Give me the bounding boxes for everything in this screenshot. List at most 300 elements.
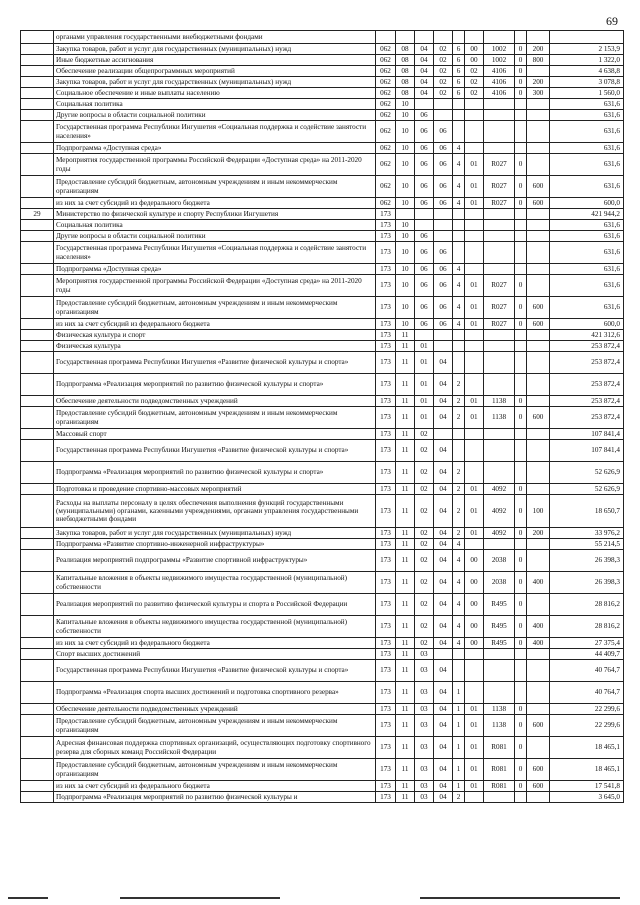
table-row [21, 759, 624, 781]
ministry-code-cell: 173 [376, 374, 396, 396]
expense-kind-code-cell [527, 31, 550, 44]
row-number-cell [21, 143, 54, 154]
row-number-cell [21, 88, 54, 99]
expense-kind-code-cell: 600 [527, 176, 550, 198]
amount-cell: 28 816,2 [550, 616, 624, 638]
expense-subcode-cell [515, 220, 527, 231]
subsection-code-cell [415, 31, 434, 44]
direction-code-cell: 01 [465, 781, 484, 792]
expense-kind-code-cell: 200 [527, 44, 550, 55]
ministry-code-cell: 173 [376, 649, 396, 660]
program-code-cell: 04 [434, 407, 453, 429]
expense-code-cell: R081 [484, 759, 515, 781]
amount-cell: 600,0 [550, 319, 624, 330]
table-row [21, 407, 624, 429]
subsection-code-cell: 01 [415, 374, 434, 396]
subsection-code-cell: 03 [415, 649, 434, 660]
table-row [21, 55, 624, 66]
subprogram-code-cell [453, 99, 465, 110]
expense-code-cell: R027 [484, 275, 515, 297]
table-row [21, 275, 624, 297]
section-code-cell: 11 [396, 539, 415, 550]
expense-kind-code-cell [527, 737, 550, 759]
row-number-cell [21, 110, 54, 121]
row-number-cell [21, 660, 54, 682]
subprogram-code-cell: 4 [453, 154, 465, 176]
row-number-cell: 29 [21, 209, 54, 220]
expense-name-cell: Капитальные вложения в объекты недвижимого имущества государственной (муниципальной) собственности [54, 616, 376, 638]
table-row [21, 264, 624, 275]
amount-cell: 22 299,6 [550, 704, 624, 715]
row-number-cell [21, 99, 54, 110]
expense-name-cell: Подпрограмма «Развитие спортивно-инженерной инфраструктуры» [54, 539, 376, 550]
subprogram-code-cell: 4 [453, 616, 465, 638]
expense-subcode-cell [515, 539, 527, 550]
direction-code-cell: 01 [465, 528, 484, 539]
subsection-code-cell: 06 [415, 198, 434, 209]
program-code-cell: 06 [434, 143, 453, 154]
expense-kind-code-cell [527, 660, 550, 682]
expense-name-cell: Обеспечение деятельности подведомственных учреждений [54, 396, 376, 407]
subsection-code-cell: 06 [415, 110, 434, 121]
section-code-cell: 11 [396, 484, 415, 495]
expense-code-cell [484, 264, 515, 275]
ministry-code-cell: 173 [376, 528, 396, 539]
subsection-code-cell: 04 [415, 88, 434, 99]
subsection-code-cell: 04 [415, 77, 434, 88]
expense-code-cell [484, 242, 515, 264]
row-number-cell [21, 396, 54, 407]
expense-kind-code-cell: 800 [527, 55, 550, 66]
ministry-code-cell: 173 [376, 209, 396, 220]
amount-cell: 631,6 [550, 242, 624, 264]
expense-subcode-cell [515, 660, 527, 682]
program-code-cell: 04 [434, 660, 453, 682]
direction-code-cell [465, 429, 484, 440]
subsection-code-cell: 02 [415, 550, 434, 572]
row-number-cell [21, 198, 54, 209]
amount-cell: 28 816,2 [550, 594, 624, 616]
expense-name-cell: Подпрограмма «Реализация мероприятий по развитию физической культуры и спорта» [54, 462, 376, 484]
table-row [21, 429, 624, 440]
expense-code-cell [484, 110, 515, 121]
expense-name-cell: из них за счет субсидий из федерального бюджета [54, 198, 376, 209]
expense-subcode-cell: 0 [515, 495, 527, 528]
expense-name-cell: Предоставление субсидий бюджетным, автономным учреждениям и иным некоммерческим организациям [54, 297, 376, 319]
direction-code-cell: 01 [465, 737, 484, 759]
row-number-cell [21, 440, 54, 462]
expense-name-cell: Государственная программа Республики Ингушетия «Развитие физической культуры и спорта» [54, 440, 376, 462]
direction-code-cell: 02 [465, 88, 484, 99]
ministry-code-cell: 062 [376, 198, 396, 209]
expense-name-cell: Предоставление субсидий бюджетным, автономным учреждениям и иным некоммерческим организациям [54, 715, 376, 737]
subprogram-code-cell: 2 [453, 495, 465, 528]
row-number-cell [21, 319, 54, 330]
table-row [21, 77, 624, 88]
row-number-cell [21, 55, 54, 66]
subsection-code-cell: 03 [415, 660, 434, 682]
table-row [21, 330, 624, 341]
row-number-cell [21, 374, 54, 396]
table-row [21, 462, 624, 484]
expense-subcode-cell: 0 [515, 176, 527, 198]
table-row [21, 110, 624, 121]
direction-code-cell: 00 [465, 55, 484, 66]
section-code-cell: 11 [396, 682, 415, 704]
subprogram-code-cell: 4 [453, 539, 465, 550]
row-number-cell [21, 462, 54, 484]
subsection-code-cell: 02 [415, 495, 434, 528]
expense-code-cell: R027 [484, 176, 515, 198]
section-code-cell: 11 [396, 462, 415, 484]
expense-subcode-cell: 0 [515, 154, 527, 176]
expense-subcode-cell: 0 [515, 55, 527, 66]
section-code-cell: 10 [396, 242, 415, 264]
subsection-code-cell: 06 [415, 275, 434, 297]
table-row [21, 154, 624, 176]
section-code-cell: 10 [396, 99, 415, 110]
program-code-cell: 04 [434, 528, 453, 539]
direction-code-cell: 01 [465, 154, 484, 176]
row-number-cell [21, 242, 54, 264]
expense-subcode-cell [515, 352, 527, 374]
expense-name-cell: Государственная программа Республики Ингушетия «Социальная поддержка и содействие занятости населения» [54, 121, 376, 143]
subsection-code-cell: 02 [415, 440, 434, 462]
expense-name-cell: Другие вопросы в области социальной политики [54, 231, 376, 242]
section-code-cell: 08 [396, 88, 415, 99]
amount-cell: 631,6 [550, 264, 624, 275]
table-row [21, 660, 624, 682]
table-row [21, 176, 624, 198]
expense-name-cell: Иные бюджетные ассигнования [54, 55, 376, 66]
subprogram-code-cell: 2 [453, 484, 465, 495]
expense-name-cell: Закупка товаров, работ и услуг для государственных (муниципальных) нужд [54, 44, 376, 55]
expense-name-cell: Закупка товаров, работ и услуг для государственных (муниципальных) нужд [54, 528, 376, 539]
subsection-code-cell: 06 [415, 319, 434, 330]
expense-kind-code-cell [527, 242, 550, 264]
subprogram-code-cell: 4 [453, 264, 465, 275]
ministry-code-cell: 173 [376, 330, 396, 341]
amount-cell: 26 398,3 [550, 572, 624, 594]
amount-cell: 631,6 [550, 275, 624, 297]
expense-kind-code-cell: 600 [527, 781, 550, 792]
subprogram-code-cell: 1 [453, 682, 465, 704]
subprogram-code-cell: 4 [453, 275, 465, 297]
table-row [21, 198, 624, 209]
direction-code-cell: 01 [465, 484, 484, 495]
ministry-code-cell: 173 [376, 231, 396, 242]
subprogram-code-cell [453, 209, 465, 220]
table-row [21, 220, 624, 231]
section-code-cell: 11 [396, 374, 415, 396]
expense-subcode-cell [515, 341, 527, 352]
expense-subcode-cell [515, 682, 527, 704]
direction-code-cell [465, 121, 484, 143]
table-row [21, 528, 624, 539]
program-code-cell: 04 [434, 495, 453, 528]
expense-kind-code-cell [527, 264, 550, 275]
program-code-cell [434, 341, 453, 352]
expense-name-cell: Социальная политика [54, 220, 376, 231]
ministry-code-cell: 173 [376, 704, 396, 715]
subprogram-code-cell [453, 341, 465, 352]
expense-code-cell [484, 31, 515, 44]
expense-name-cell: Подпрограмма «Реализация спорта высших достижений и подготовка спортивного резерва» [54, 682, 376, 704]
subprogram-code-cell: 4 [453, 594, 465, 616]
subsection-code-cell: 02 [415, 616, 434, 638]
direction-code-cell [465, 374, 484, 396]
row-number-cell [21, 594, 54, 616]
ministry-code-cell: 173 [376, 352, 396, 374]
direction-code-cell: 00 [465, 44, 484, 55]
direction-code-cell [465, 143, 484, 154]
expense-code-cell [484, 682, 515, 704]
program-code-cell [434, 31, 453, 44]
program-code-cell: 04 [434, 572, 453, 594]
table-row [21, 539, 624, 550]
program-code-cell: 04 [434, 638, 453, 649]
table-row [21, 704, 624, 715]
section-code-cell: 10 [396, 176, 415, 198]
section-code-cell: 11 [396, 495, 415, 528]
amount-cell: 2 153,9 [550, 44, 624, 55]
direction-code-cell: 02 [465, 77, 484, 88]
table-row [21, 396, 624, 407]
subprogram-code-cell: 4 [453, 198, 465, 209]
expense-subcode-cell [515, 242, 527, 264]
ministry-code-cell: 062 [376, 55, 396, 66]
amount-cell: 3 078,8 [550, 77, 624, 88]
expense-kind-code-cell [527, 594, 550, 616]
subsection-code-cell: 01 [415, 396, 434, 407]
ministry-code-cell: 062 [376, 88, 396, 99]
subsection-code-cell: 03 [415, 682, 434, 704]
expense-code-cell: R027 [484, 198, 515, 209]
expense-subcode-cell [515, 462, 527, 484]
direction-code-cell [465, 792, 484, 803]
program-code-cell: 04 [434, 715, 453, 737]
section-code-cell: 11 [396, 781, 415, 792]
expense-code-cell: 1002 [484, 55, 515, 66]
row-number-cell [21, 121, 54, 143]
expense-kind-code-cell [527, 121, 550, 143]
direction-code-cell [465, 649, 484, 660]
expense-subcode-cell: 0 [515, 198, 527, 209]
section-code-cell: 11 [396, 550, 415, 572]
section-code-cell: 11 [396, 440, 415, 462]
expense-code-cell: 1002 [484, 44, 515, 55]
subprogram-code-cell: 1 [453, 715, 465, 737]
table-row [21, 352, 624, 374]
row-number-cell [21, 572, 54, 594]
row-number-cell [21, 715, 54, 737]
section-code-cell: 11 [396, 341, 415, 352]
direction-code-cell [465, 660, 484, 682]
direction-code-cell [465, 99, 484, 110]
direction-code-cell [465, 462, 484, 484]
subprogram-code-cell: 1 [453, 781, 465, 792]
section-code-cell: 11 [396, 704, 415, 715]
expense-code-cell [484, 462, 515, 484]
expense-kind-code-cell: 600 [527, 319, 550, 330]
table-row [21, 594, 624, 616]
section-code-cell: 11 [396, 528, 415, 539]
ministry-code-cell: 173 [376, 297, 396, 319]
direction-code-cell: 02 [465, 66, 484, 77]
program-code-cell: 06 [434, 275, 453, 297]
expense-code-cell: R495 [484, 638, 515, 649]
expense-kind-code-cell [527, 352, 550, 374]
expense-code-cell: 4106 [484, 66, 515, 77]
subprogram-code-cell [453, 242, 465, 264]
subprogram-code-cell: 6 [453, 88, 465, 99]
expense-subcode-cell: 0 [515, 594, 527, 616]
subsection-code-cell: 02 [415, 572, 434, 594]
expense-name-cell: Государственная программа Республики Ингушетия «Развитие физической культуры и спорта» [54, 352, 376, 374]
direction-code-cell: 00 [465, 638, 484, 649]
subsection-code-cell: 03 [415, 737, 434, 759]
amount-cell: 107 841,4 [550, 429, 624, 440]
budget-table-body [21, 31, 624, 803]
expense-kind-code-cell [527, 792, 550, 803]
expense-kind-code-cell [527, 143, 550, 154]
expense-name-cell: Государственная программа Республики Ингушетия «Социальная поддержка и содействие занятости населения» [54, 242, 376, 264]
expense-name-cell: Социальное обеспечение и иные выплаты населению [54, 88, 376, 99]
row-number-cell [21, 44, 54, 55]
subprogram-code-cell [453, 330, 465, 341]
subsection-code-cell: 03 [415, 781, 434, 792]
amount-cell: 253 872,4 [550, 396, 624, 407]
row-number-cell [21, 638, 54, 649]
ministry-code-cell: 173 [376, 715, 396, 737]
row-number-cell [21, 495, 54, 528]
direction-code-cell: 01 [465, 176, 484, 198]
program-code-cell: 06 [434, 198, 453, 209]
subsection-code-cell [415, 99, 434, 110]
amount-cell: 253 872,4 [550, 341, 624, 352]
expense-subcode-cell: 0 [515, 275, 527, 297]
program-code-cell: 04 [434, 792, 453, 803]
amount-cell: 52 626,9 [550, 462, 624, 484]
direction-code-cell [465, 264, 484, 275]
ministry-code-cell: 062 [376, 143, 396, 154]
expense-subcode-cell [515, 31, 527, 44]
program-code-cell: 04 [434, 759, 453, 781]
row-number-cell [21, 682, 54, 704]
subsection-code-cell: 04 [415, 66, 434, 77]
expense-kind-code-cell [527, 374, 550, 396]
program-code-cell: 04 [434, 374, 453, 396]
budget-table [20, 30, 624, 803]
row-number-cell [21, 77, 54, 88]
program-code-cell: 04 [434, 704, 453, 715]
subsection-code-cell: 02 [415, 528, 434, 539]
table-row [21, 209, 624, 220]
expense-subcode-cell: 0 [515, 319, 527, 330]
program-code-cell: 02 [434, 88, 453, 99]
program-code-cell: 06 [434, 242, 453, 264]
amount-cell: 631,6 [550, 154, 624, 176]
program-code-cell: 06 [434, 264, 453, 275]
program-code-cell: 04 [434, 594, 453, 616]
amount-cell: 1 322,0 [550, 55, 624, 66]
expense-code-cell: 4092 [484, 528, 515, 539]
expense-code-cell: 4092 [484, 495, 515, 528]
expense-name-cell: Обеспечение деятельности подведомственных учреждений [54, 704, 376, 715]
subprogram-code-cell [453, 660, 465, 682]
amount-cell: 631,6 [550, 176, 624, 198]
table-row [21, 572, 624, 594]
subprogram-code-cell: 4 [453, 176, 465, 198]
expense-kind-code-cell: 600 [527, 198, 550, 209]
program-code-cell: 06 [434, 121, 453, 143]
expense-name-cell: Подпрограмма «Доступная среда» [54, 143, 376, 154]
subprogram-code-cell: 2 [453, 396, 465, 407]
subprogram-code-cell: 6 [453, 77, 465, 88]
amount-cell: 55 214,5 [550, 539, 624, 550]
expense-subcode-cell: 0 [515, 781, 527, 792]
ministry-code-cell: 062 [376, 154, 396, 176]
row-number-cell [21, 484, 54, 495]
expense-name-cell: из них за счет субсидий из федерального бюджета [54, 781, 376, 792]
expense-subcode-cell: 0 [515, 715, 527, 737]
section-code-cell: 11 [396, 407, 415, 429]
direction-code-cell: 01 [465, 495, 484, 528]
direction-code-cell [465, 110, 484, 121]
expense-code-cell [484, 99, 515, 110]
expense-name-cell: Подпрограмма «Доступная среда» [54, 264, 376, 275]
subprogram-code-cell: 2 [453, 374, 465, 396]
program-code-cell [434, 429, 453, 440]
direction-code-cell: 01 [465, 407, 484, 429]
expense-subcode-cell: 0 [515, 737, 527, 759]
direction-code-cell: 00 [465, 616, 484, 638]
section-code-cell: 11 [396, 737, 415, 759]
expense-kind-code-cell [527, 154, 550, 176]
amount-cell: 18 650,7 [550, 495, 624, 528]
section-code-cell [396, 209, 415, 220]
amount-cell [550, 31, 624, 44]
expense-code-cell [484, 539, 515, 550]
subsection-code-cell: 01 [415, 407, 434, 429]
expense-kind-code-cell [527, 682, 550, 704]
subprogram-code-cell: 2 [453, 462, 465, 484]
amount-cell: 22 299,6 [550, 715, 624, 737]
amount-cell: 17 541,8 [550, 781, 624, 792]
table-row [21, 31, 624, 44]
ministry-code-cell: 173 [376, 792, 396, 803]
table-row [21, 242, 624, 264]
expense-name-cell: Капитальные вложения в объекты недвижимого имущества государственной (муниципальной) собственности [54, 572, 376, 594]
expense-kind-code-cell [527, 275, 550, 297]
section-code-cell: 10 [396, 319, 415, 330]
subprogram-code-cell: 4 [453, 572, 465, 594]
row-number-cell [21, 649, 54, 660]
section-code-cell: 11 [396, 594, 415, 616]
ministry-code-cell [376, 31, 396, 44]
expense-subcode-cell: 0 [515, 297, 527, 319]
program-code-cell: 06 [434, 297, 453, 319]
expense-name-cell: Другие вопросы в области социальной политики [54, 110, 376, 121]
amount-cell: 631,6 [550, 121, 624, 143]
subprogram-code-cell: 2 [453, 792, 465, 803]
expense-name-cell: Физическая культура и спорт [54, 330, 376, 341]
expense-subcode-cell: 0 [515, 550, 527, 572]
subprogram-code-cell [453, 440, 465, 462]
direction-code-cell: 01 [465, 704, 484, 715]
ministry-code-cell: 173 [376, 660, 396, 682]
program-code-cell [434, 110, 453, 121]
